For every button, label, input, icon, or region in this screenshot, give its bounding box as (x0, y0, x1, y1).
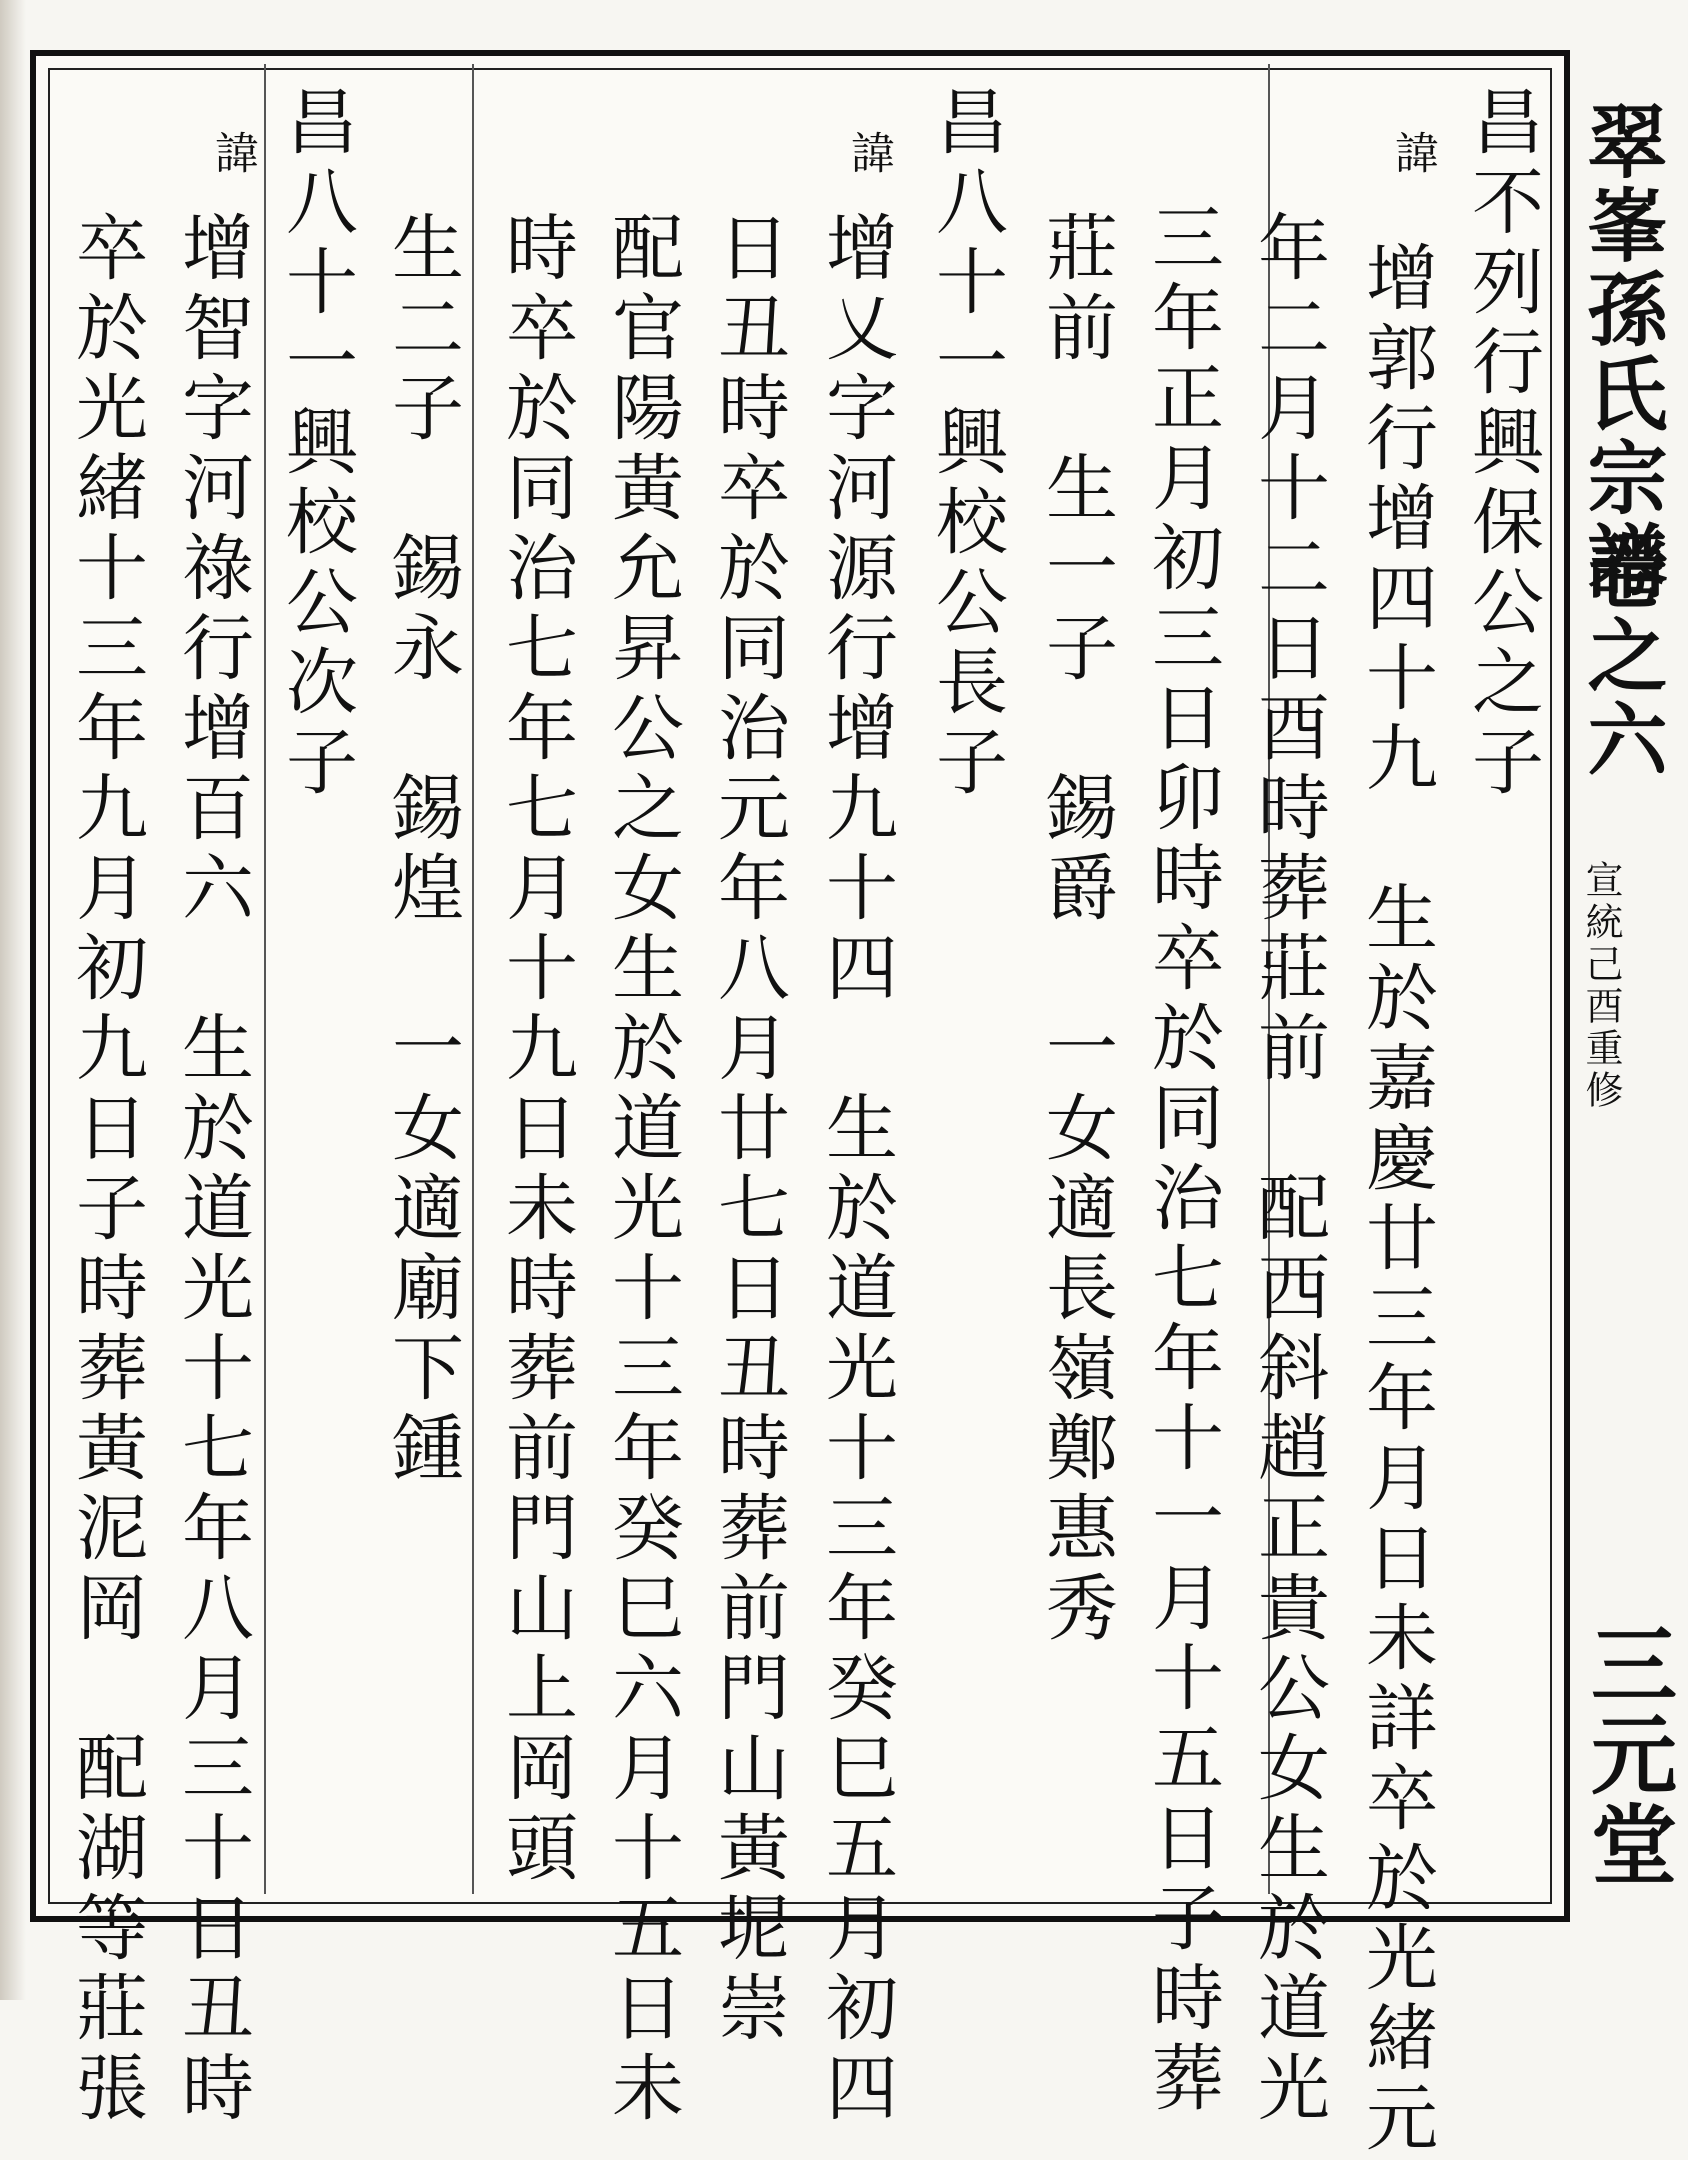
column-rule (264, 64, 266, 1894)
text-column: 增智字河祿行增百六 生於道光十七年八月三十日丑時 (170, 210, 254, 2130)
margin-title-strip (1560, 60, 1677, 1920)
text-column: 昌不列行興保公之子 (1460, 84, 1544, 804)
taboo-marker: 諱 (1387, 130, 1438, 180)
taboo-marker: 諱 (843, 130, 894, 180)
text-column: 莊前 生一子 錫爵 一女適長嶺鄭惠秀 (1034, 210, 1118, 1650)
book-title: 翠峯孫氏宗譜 (1574, 100, 1668, 604)
taboo-marker: 諱 (207, 130, 258, 180)
text-column: 昌八十一興校公次子 (274, 84, 358, 804)
page-border (30, 50, 1570, 1922)
text-column: 年二月十二日酉時葬莊前 配西斜趙正貴公女生於道光 (1246, 210, 1330, 2130)
text-column: 昌八十一興校公長子 (924, 84, 1008, 804)
text-column: 增郭行增四十九 生於嘉慶廿三年月日未詳卒於光緒元 (1354, 240, 1438, 2160)
text-column: 日丑時卒於同治元年八月廿七日丑時葬前門山黃坭崇 (706, 210, 790, 2050)
text-column: 卒於光緒十三年九月初九日子時葬黃泥岡 配湖等莊張 (64, 210, 148, 2130)
text-column: 增乂字河源行增九十四 生於道光十三年癸巳五月初四 (814, 210, 898, 2130)
page-edge-shadow (0, 0, 26, 2000)
volume-label: 卷之六 (1574, 530, 1668, 782)
hall-name: 三元堂 (1576, 1620, 1677, 1890)
text-column: 生二子 錫永 錫煌 一女適廟下鍾 (380, 210, 464, 1490)
column-rule (472, 64, 474, 1894)
edition-note: 宣統己酉重修 (1579, 860, 1623, 1112)
text-column: 配官陽黃允昇公之女生於道光十三年癸巳六月十五日未 (600, 210, 684, 2130)
text-column: 三年正月初三日卯時卒於同治七年十一月十五日子時葬 (1140, 200, 1224, 2120)
text-column: 時卒於同治七年七月十九日未時葬前門山上岡頭 (494, 210, 578, 1890)
